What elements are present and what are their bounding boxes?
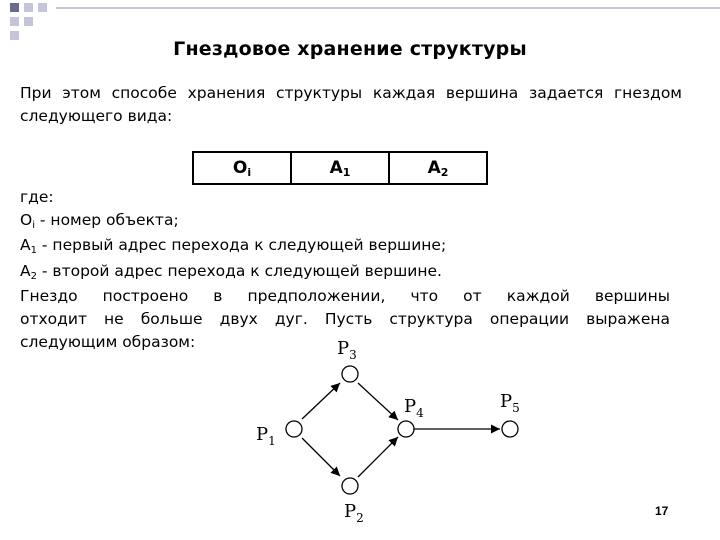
nest-cell-oi <box>194 153 290 183</box>
definition-symbol: A <box>20 261 31 280</box>
definition-text: - первый адрес перехода к следующей вершине; <box>36 236 447 255</box>
graph-node-p3 <box>342 366 358 382</box>
nest-cell-a1 <box>290 153 388 183</box>
slide-title: Гнездовое хранение структуры <box>173 38 527 60</box>
graph-label-p3: $P_3$ <box>337 338 357 362</box>
graph-edge <box>302 438 340 476</box>
graph-label-p5: $P_5$ <box>500 391 520 415</box>
deco-square <box>24 3 33 12</box>
page-number: 17 <box>655 504 669 518</box>
definition-text: - второй адрес перехода к следующей вершине. <box>36 261 442 280</box>
graph-node-p4 <box>398 421 414 437</box>
graph-edge <box>302 383 340 419</box>
nest-cell-a2 <box>388 153 486 183</box>
graph-label-p2: $P_2$ <box>344 501 364 525</box>
graph-node-p1 <box>286 421 302 437</box>
deco-square <box>10 17 19 26</box>
nest-box <box>192 151 488 185</box>
graph-label-p1: $P_1$ <box>256 424 276 448</box>
nest-cell-letter: O <box>232 158 248 178</box>
definitions-block <box>20 186 670 353</box>
paragraph-line: следующим образом: <box>20 332 196 351</box>
definition-symbol: A <box>20 236 31 255</box>
definition-subscript: 1 <box>30 245 37 257</box>
graph-node-p5 <box>502 421 518 437</box>
nest-cell-subscript: 2 <box>440 165 449 179</box>
deco-square <box>38 3 47 12</box>
graph-node-p2 <box>342 478 358 494</box>
graph-label-p4: $P_4$ <box>404 396 424 420</box>
nest-cell-letter: A <box>329 158 343 178</box>
paragraph-line: Гнездо построено в предположении, что от каждой вершины <box>20 287 670 306</box>
intro-paragraph: При этом способе хранения структуры каждая вершина задается гнездом следующего вида: <box>20 84 682 125</box>
definition-oi <box>20 209 670 235</box>
nest-cell-letter: A <box>427 158 441 178</box>
deco-square <box>10 3 19 12</box>
nest-cell-subscript: 1 <box>342 165 351 179</box>
definition-subscript: i <box>32 219 35 231</box>
definition-subscript: 2 <box>30 270 37 282</box>
graph-edge <box>358 437 398 477</box>
definition-text: - номер объекта; <box>34 210 179 229</box>
paragraph-line: отходит не больше двух дуг. Пусть структура операции выражена <box>20 309 670 328</box>
where-label: где: <box>20 188 54 206</box>
deco-square <box>24 17 33 26</box>
header-decoration <box>0 0 720 40</box>
definition-a2 <box>20 260 670 286</box>
graph-edge <box>358 383 398 420</box>
definition-symbol: O <box>20 210 33 229</box>
definition-a1 <box>20 234 670 260</box>
nest-cell-subscript: i <box>247 165 252 179</box>
